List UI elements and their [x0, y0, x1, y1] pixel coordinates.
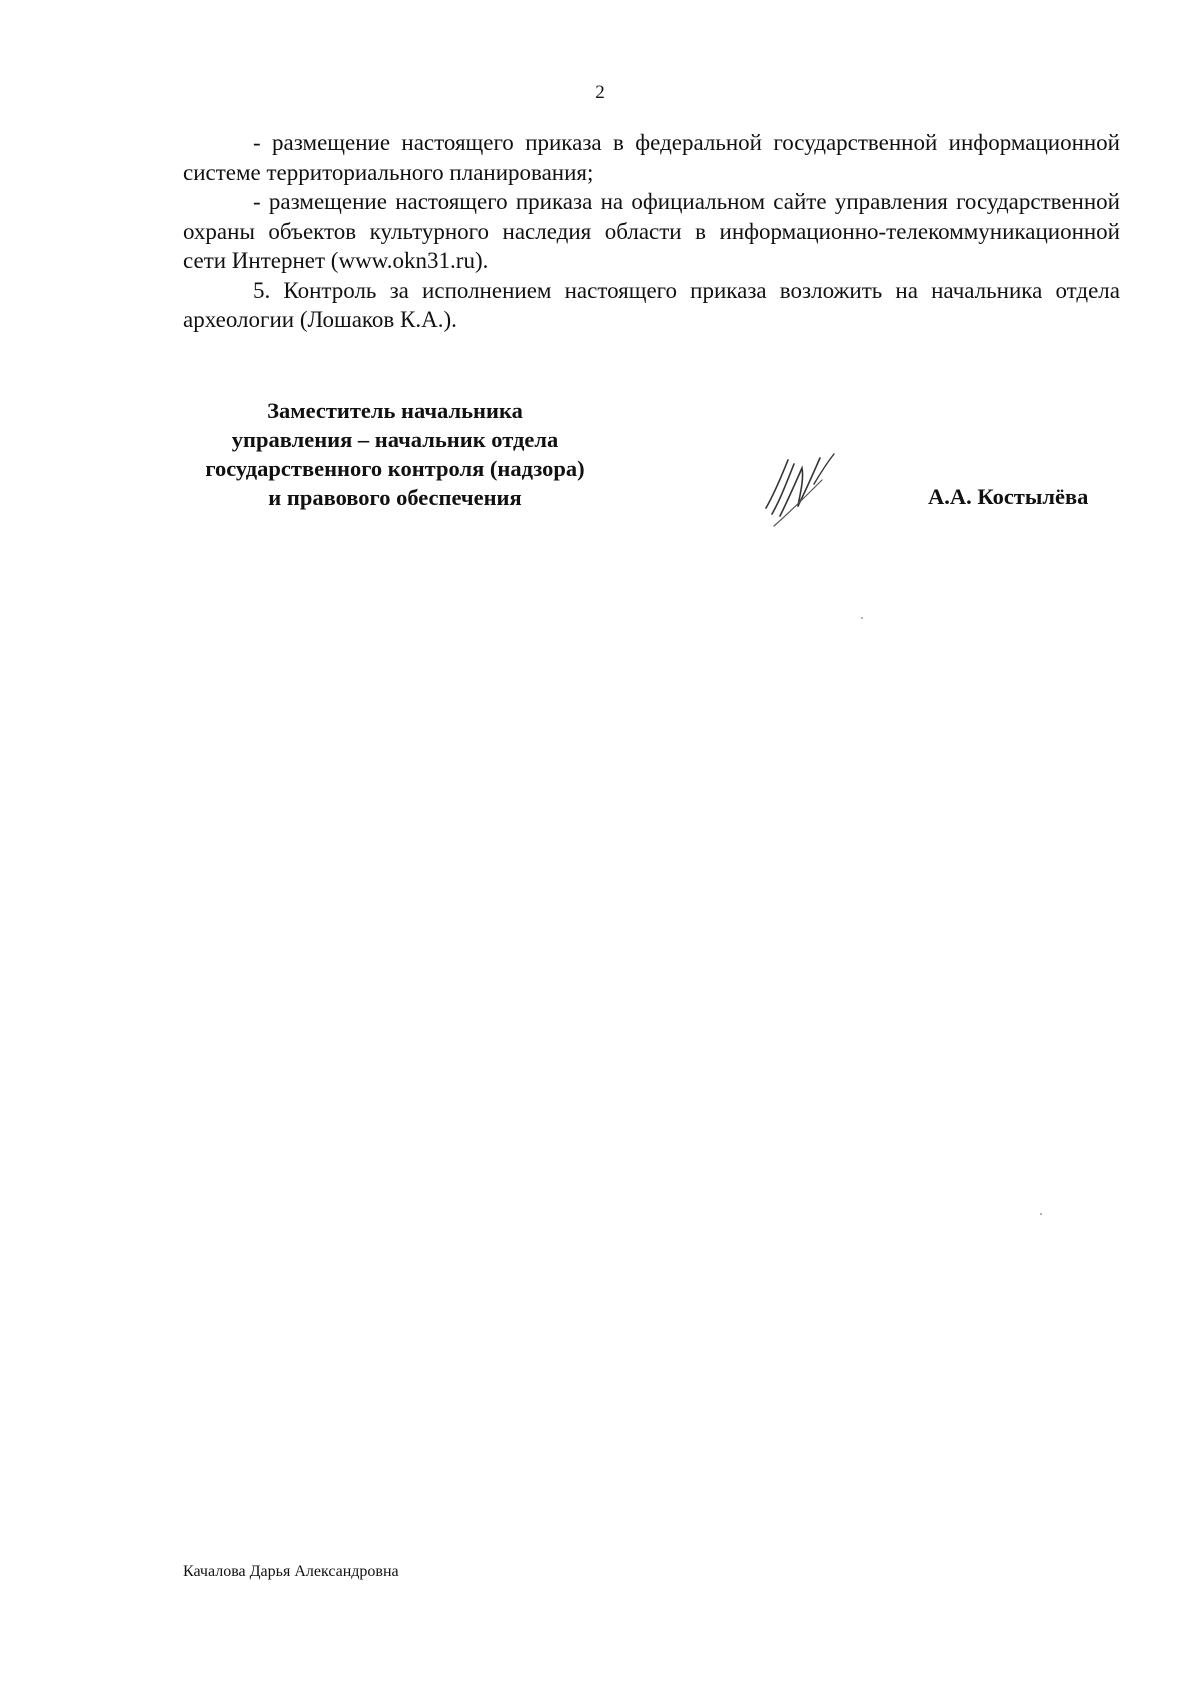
- signer-name: А.А. Костылёва: [928, 484, 1089, 509]
- scan-speck: [861, 617, 863, 619]
- executor-name: Качалова Дарья Александровна: [183, 1563, 399, 1580]
- handwritten-signature: [760, 450, 860, 530]
- signer-position-line: и правового обеспечения: [268, 485, 522, 510]
- scan-speck: [1040, 1213, 1042, 1215]
- signer-position-line: управления – начальник отдела: [231, 427, 559, 452]
- paragraph-control-assignment: 5. Контроль за исполнением настоящего приказа возложить на начальника отдела археологии (Лошаков К.А.).: [183, 277, 1120, 332]
- paragraph-fgis-publication: - размещение настоящего приказа в федеральной государственной информационной системе территориального планирования;: [183, 130, 1120, 185]
- paragraph-website-publication: - размещение настоящего приказа на официальном сайте управления государственной охраны объектов культурного наследия области в информационно-телекоммуникационной сети Интернет (www.okn31.ru).: [183, 189, 1120, 273]
- page-number: 2: [595, 82, 605, 103]
- signer-position-line: государственного контроля (надзора): [205, 456, 585, 481]
- signer-position-line: Заместитель начальника: [267, 398, 523, 423]
- document-body: [183, 128, 1120, 335]
- signer-position: [170, 396, 620, 512]
